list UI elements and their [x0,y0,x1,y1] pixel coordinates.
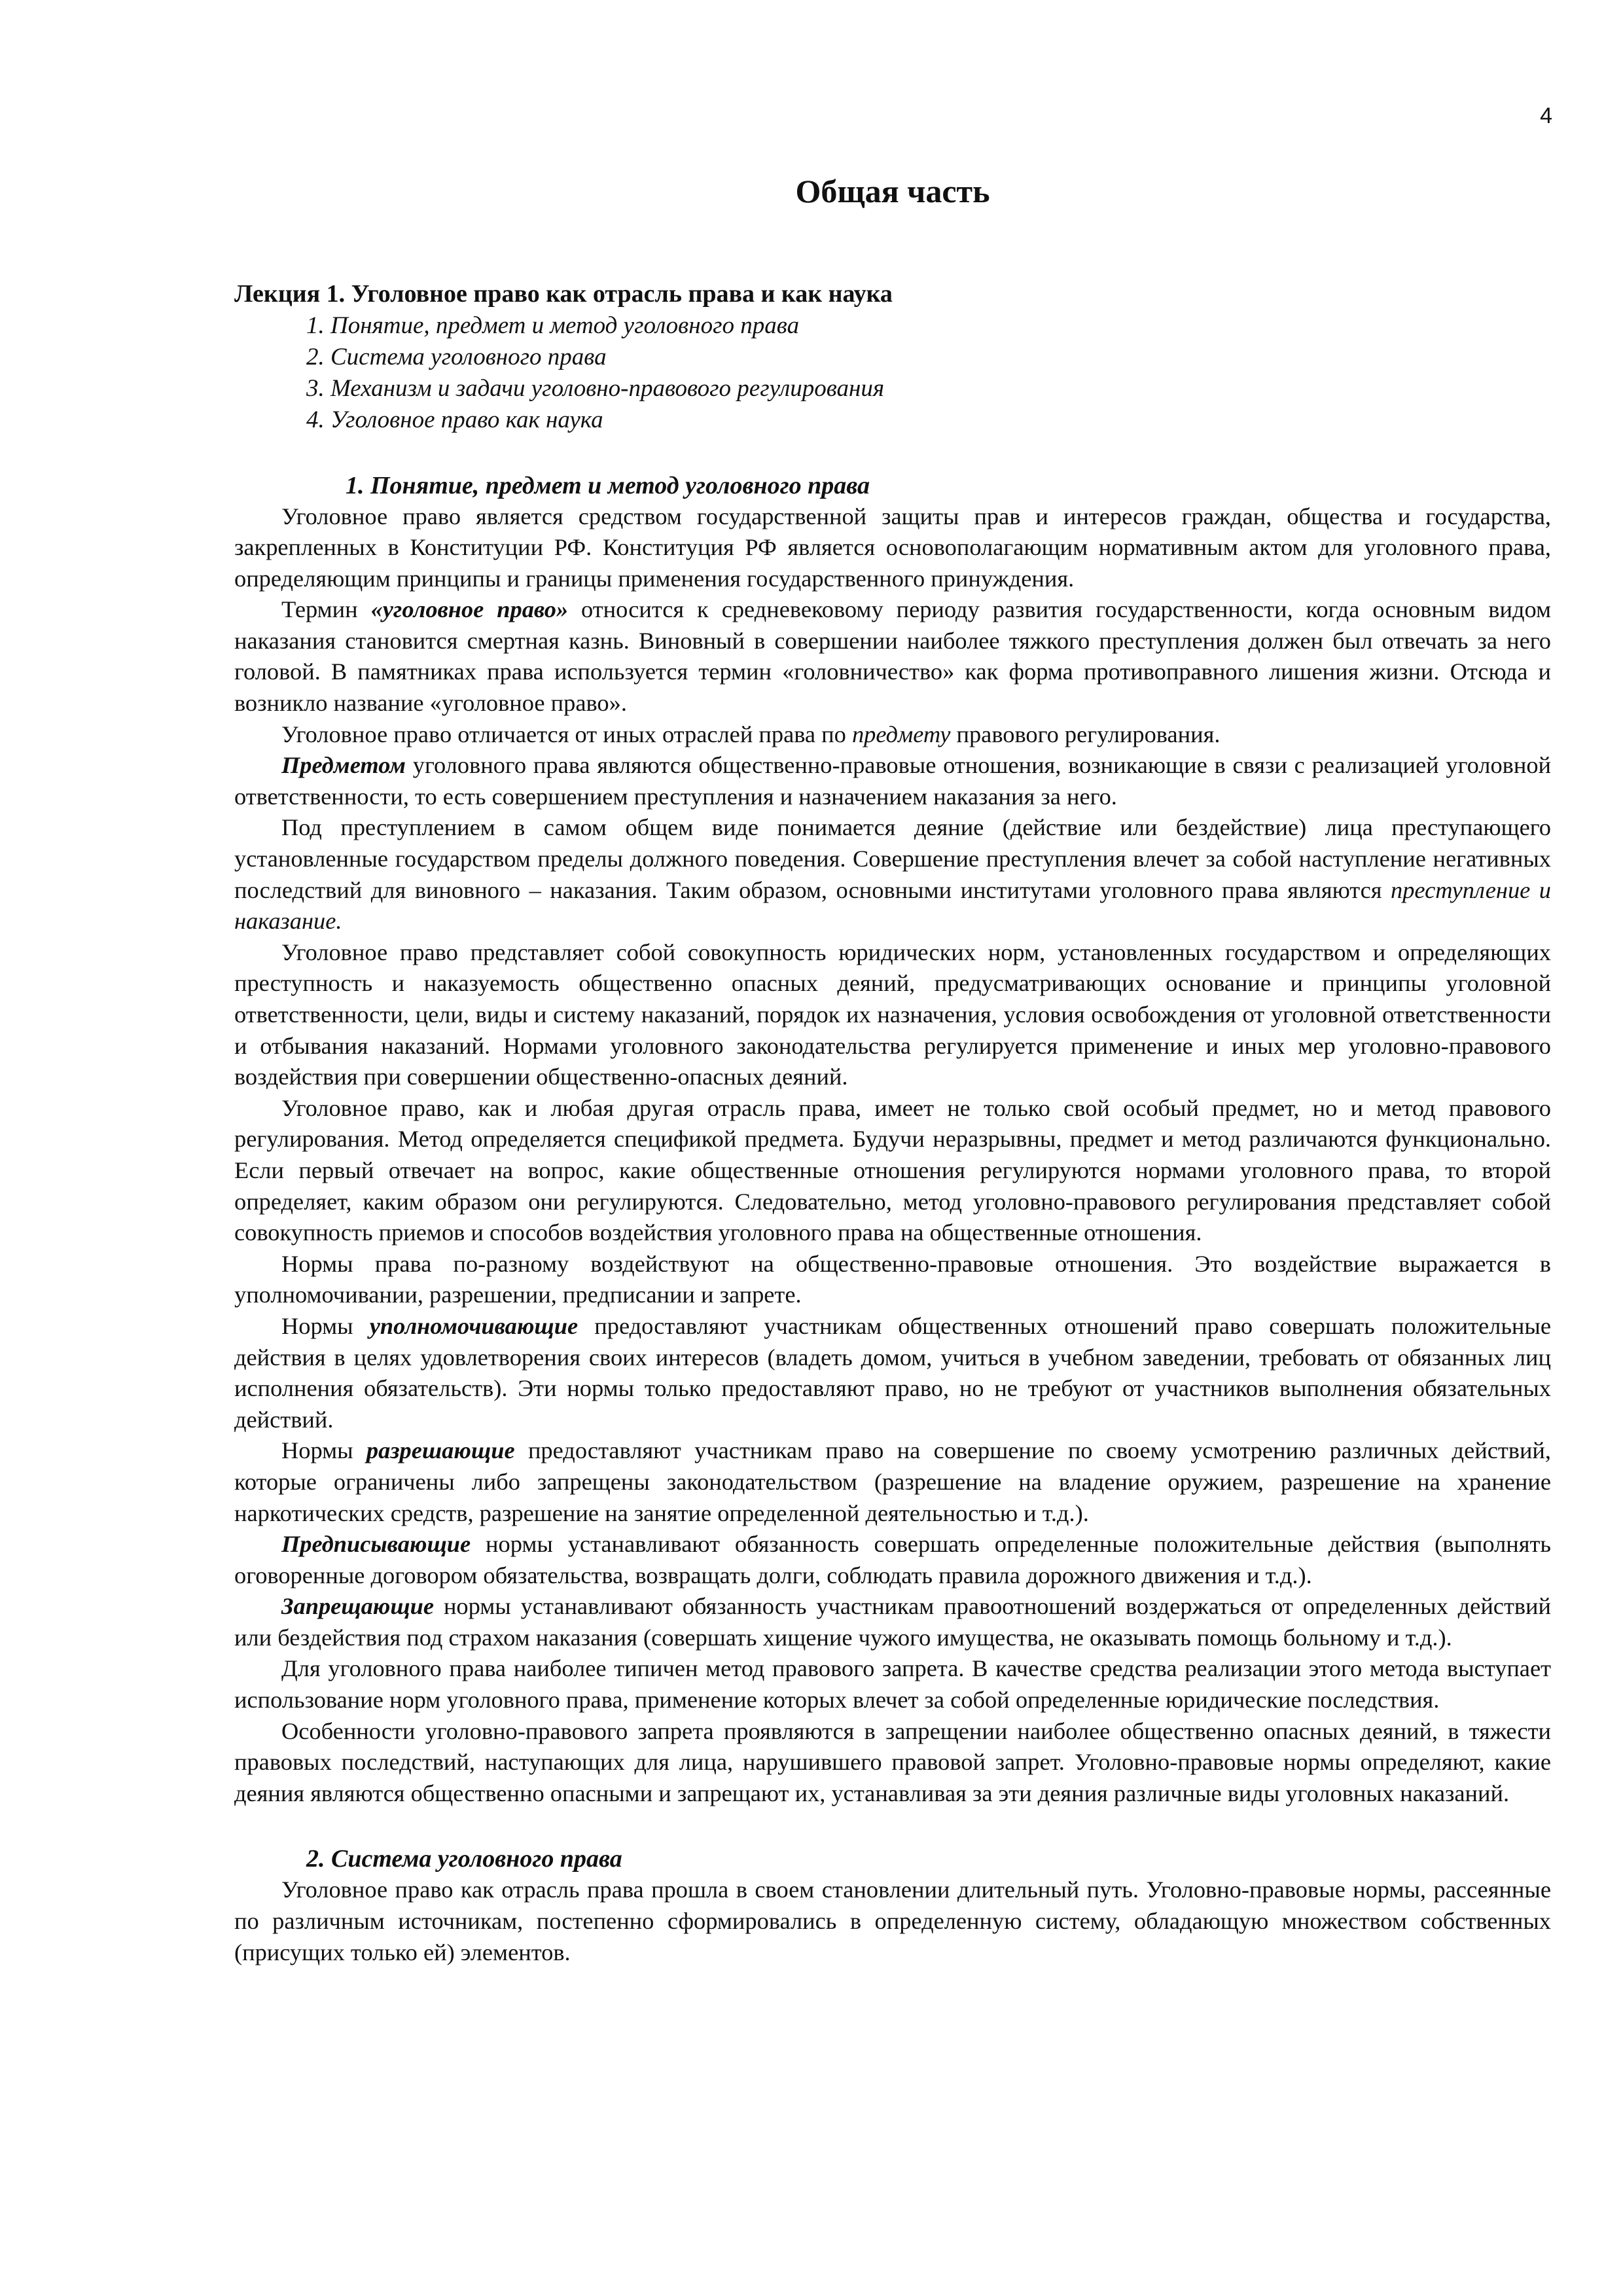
page-content [234,171,1551,1968]
emphasized-term: разрешающие [366,1437,515,1464]
section-1-body [234,501,1551,1810]
paragraph: Особенности уголовно-правового запрета проявляются в запрещении наиболее общественно опасных деяний, в тяжести правовых последствий, наступающих для лица, нарушившего правовой запрет. Уголовно-правовые нормы определяют, какие деяния являются общественно опасными и запрещают их, устанавливая за эти деяния различные виды уголовных наказаний. [234,1717,1551,1806]
paragraph: Под преступлением в самом общем виде понимается деяние (действие или бездействие) лица преступающего установленные государством пределы должного поведения. Совершение преступления влечет за собой наступление негативных последствий для виновного – наказания. Таким образом, основными институтами уголовного права являются преступление и наказание. [234,814,1551,935]
emphasized-term: предмету [851,721,951,747]
paragraph: Термин «уголовное право» относится к средневековому периоду развития государственности, когда основным видом наказания становится смертная казнь. Виновный в совершении наиболее тяжкого преступления должен был отвечать за него головой. В памятниках права используется термин «головничество» как форма противоправного лишения жизни. Отсюда и возникло название «уголовное право». [234,596,1552,717]
section-2-body [234,1874,1551,1968]
outline-item: 3. Механизм и задачи уголовно-правового регулирования [306,374,885,402]
paragraph: Уголовное право отличается от иных отраслей права по предмету правового регулирования. [281,721,1221,747]
outline-item: 4. Уголовное право как наука [306,406,603,433]
emphasized-term: Запрещающие [281,1593,435,1620]
outline-item: 2. Система уголовного права [306,343,607,370]
paragraph: Нормы права по-разному воздействуют на общественно-правовые отношения. Это воздействие выражается в уполномочивании, разрешении, предписании и запрете. [234,1250,1551,1308]
paragraph: Запрещающие нормы устанавливают обязанность участникам правоотношений воздержаться от определенных действий или бездействия под страхом наказания (совершать хищение чужого имущества, не оказывать помощь больному и т.д.). [234,1593,1551,1651]
outline-item: 1. Понятие, предмет и метод уголовного права [306,312,800,339]
part-title: Общая часть [795,173,990,209]
lecture-title: Лекция 1. Уголовное право как отрасль права и как наука [234,280,893,308]
page-number: 4 [1540,103,1552,128]
emphasized-term: «уголовное право» [370,596,569,623]
paragraph: Для уголовного права наиболее типичен метод правового запрета. В качестве средства реализации этого метода выступает использование норм уголовного права, применение которых влечет за собой определенные юридические последствия. [234,1655,1551,1713]
paragraph: Уголовное право является средством государственной защиты прав и интересов граждан, общества и государства, закрепленных в Конституции РФ. Конституция РФ является основополагающим нормативным актом для уголовного права, определяющим принципы и границы применения государственного принуждения. [234,503,1551,592]
emphasized-term: Предметом [281,752,406,779]
paragraph: Уголовное право представляет собой совокупность юридических норм, установленных государством и определяющих преступность и наказуемость общественно опасных деяний, предусматривающих основание и принципы уголовной ответственности, цели, виды и систему наказаний, порядок их назначения, условия освобождения от уголовной ответственности и отбывания наказаний. Нормами уголовного законодательства регулируется применение и иных мер уголовно-правового воздействия при совершении общественно-опасных деяний. [234,939,1551,1090]
paragraph: Уголовное право, как и любая другая отрасль права, имеет не только свой особый предмет, но и метод правового регулирования. Метод определяется спецификой предмета. Будучи неразрывны, предмет и метод различаются функционально. Если первый отвечает на вопрос, какие общественные отношения регулируются нормами уголовного права, то второй определяет, каким образом они регулируются. Следовательно, метод уголовно-правового регулирования представляет собой совокупность приемов и способов воздействия уголовного права на общественные отношения. [234,1094,1551,1246]
emphasized-term: преступление и наказание. [234,876,1551,935]
paragraph: Предметом уголовного права являются общественно-правовые отношения, возникающие в связи с реализацией уголовной ответственности, то есть совершением преступления и назначением наказания за него. [234,752,1551,810]
section-2-title: 2. Система уголовного права [306,1845,622,1873]
paragraph: Предписывающие нормы устанавливают обязанность совершать определенные положительные действия (выполнять оговоренные договором обязательства, возвращать долги, соблюдать правила дорожного движения и т.д.). [234,1531,1551,1588]
section-1-title: 1. Понятие, предмет и метод уголовного права [346,471,870,499]
paragraph: Нормы разрешающие предоставляют участникам право на совершение по своему усмотрению различных действий, которые ограничены либо запрещены законодательством (разрешение на владение оружием, разрешение на хранение наркотических средств, разрешение на занятие определенной деятельностью и т.д.). [234,1437,1551,1526]
paragraph: Нормы уполномочивающие предоставляют участникам общественных отношений право совершать положительные действия в целях удовлетворения своих интересов (владеть домом, учиться в учебном заведении, требовать от обязанных лиц исполнения обязательств). Эти нормы только предоставляют право, но не требуют от участников выполнения обязательных действий. [234,1312,1551,1433]
paragraph: Уголовное право как отрасль права прошла в своем становлении длительный путь. Уголовно-правовые нормы, рассеянные по различным источникам, постепенно сформировались в определенную систему, обладающую множеством собственных (присущих только ей) элементов. [234,1876,1551,1965]
emphasized-term: уполномочивающие [369,1312,579,1339]
lecture-outline [234,310,1551,436]
emphasized-term: Предписывающие [281,1531,471,1558]
